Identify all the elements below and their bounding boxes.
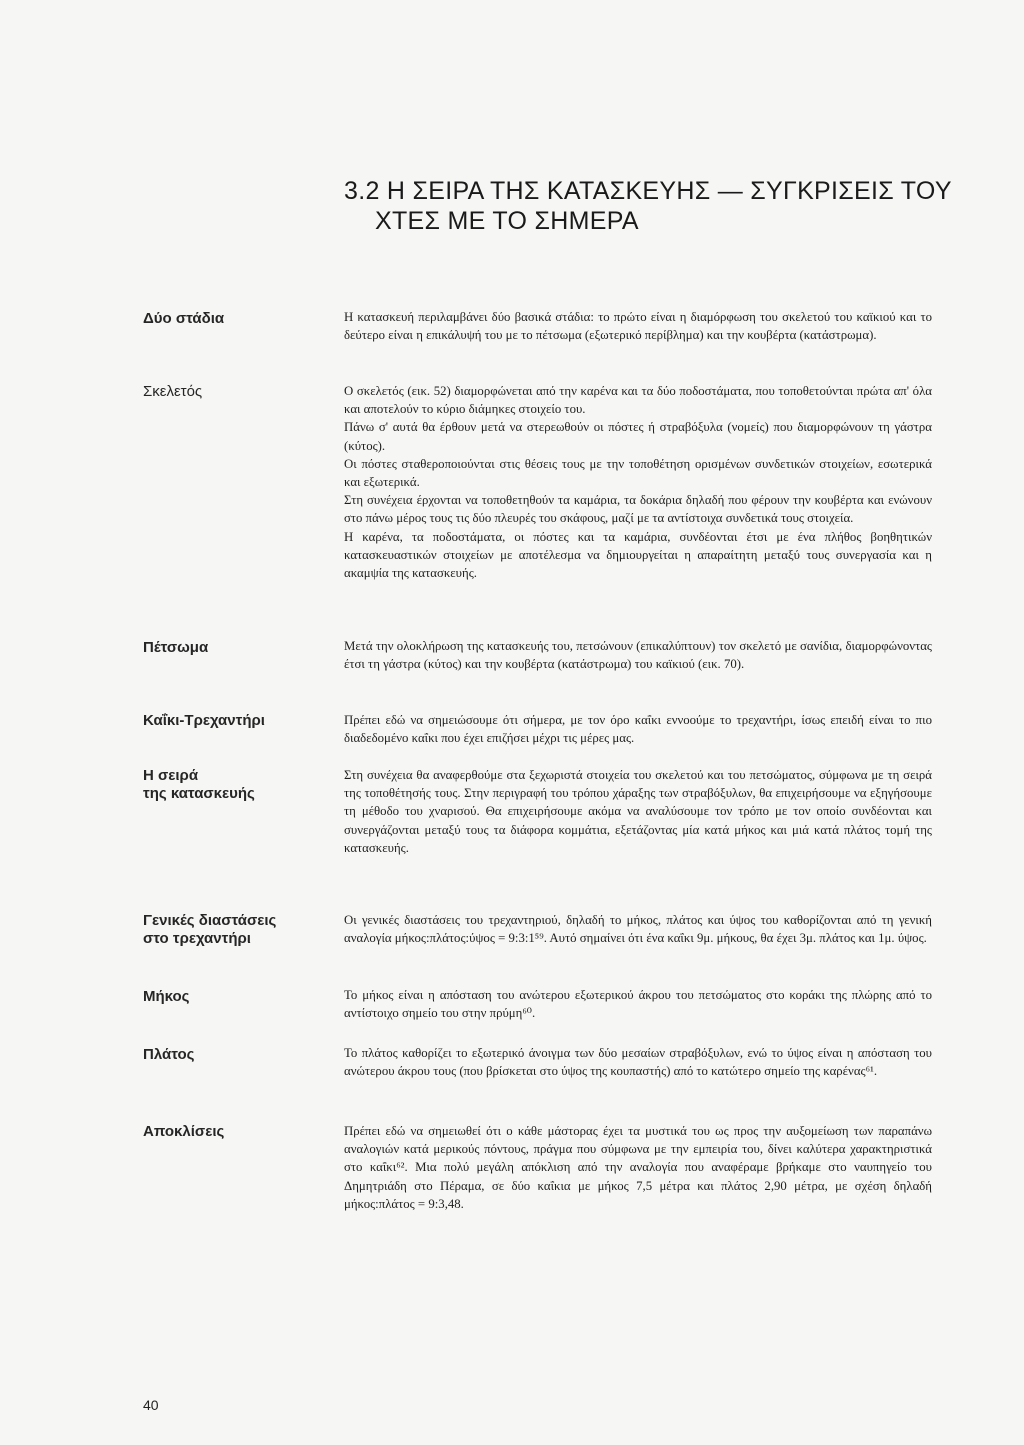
section-body-mikos (344, 986, 932, 1022)
paragraph: Οι γενικές διαστάσεις του τρεχαντηριού, δηλαδή το μήκος, πλάτος και ύψος του καθορίζονται από τη γενική αναλογία μήκος:πλάτος:ύψος = 9:3:1⁵⁹. Αυτό σημαίνει ότι ένα καΐκι 9μ. μήκους, θα έχει 3μ. πλάτος και 1μ. ύψος. (344, 913, 932, 946)
section-title (344, 176, 984, 236)
paragraph: Πρέπει εδώ να σημειωθεί ότι ο κάθε μάστορας έχει τα μυστικά του ως προς την αυξομείωση των παραπάνω αναλογιών κατά μερικούς πόντους, πράγμα που σύμφωνα με την εμπειρία του, δίνει καλύτερα χαρακτηριστικά στο καΐκι⁶². Μια πολύ μεγάλη απόκλιση από την αναλογία που αναφέραμε βρήκαμε στο ναυπηγείο του Δημητριάδη στο Πέραμα, σε δύο καΐκια με μήκος 7,5 μέτρα και πλάτος 2,90 μέτρα, με σχέση δηλαδή μήκος:πλάτος = 9:3,48. (344, 1124, 932, 1211)
paragraph: Οι πόστες σταθεροποιούνται στις θέσεις τους με την τοποθέτηση ορισμένων συνδετικών στοιχείων, εσωτερικά και εξωτερικά. (344, 456, 932, 490)
section-body-platos (344, 1044, 932, 1080)
section-title-line-2: ΧΤΕΣ ΜΕ ΤΟ ΣΗΜΕΡΑ (375, 207, 639, 235)
paragraph: Η καρένα, τα ποδοστάματα, οι πόστες και τα καμάρια, συνδέονται έτσι με ένα πλήθος βοηθητικών κατασκευαστικών στοιχείων με αποτέλεσμα να δημιουργείται η απαραίτητη μεταξύ τους συνεργασία και η ακαμψία της κατασκευής. (344, 529, 932, 581)
section-body-genikes-diastaseis (344, 911, 932, 947)
margin-heading-mikos: Μήκος (143, 988, 190, 1005)
margin-heading-petsoma: Πέτσωμα (143, 639, 209, 656)
paragraph: Μετά την ολοκλήρωση της κατασκευής του, πετσώνουν (επικαλύπτουν) τον σκελετό με σανίδια, διαμορφώνοντας έτσι τη γάστρα (κύτος) και την κουβέρτα (κατάστρωμα) του καϊκιού (εικ. 70). (344, 639, 932, 672)
page-number: 40 (143, 1397, 159, 1413)
section-body-duo-stadia (344, 308, 932, 344)
section-body-seira-kataskevis (344, 766, 932, 857)
paragraph: Το μήκος είναι η απόσταση του ανώτερου εξωτερικού άκρου του πετσώματος στο κοράκι της πλώρης από το αντίστοιχο σημείο του στην πρύμη⁶⁰. (344, 988, 932, 1021)
section-title-line-1: 3.2 Η ΣΕΙΡΑ ΤΗΣ ΚΑΤΑΣΚΕΥΗΣ — ΣΥΓΚΡΙΣΕΙΣ ΤΟΥ (344, 177, 952, 205)
paragraph: Στη συνέχεια έρχονται να τοποθετηθούν τα καμάρια, τα δοκάρια δηλαδή που φέρουν την κουβέρτα και ενώνουν στο πάνω μέρος τους τις δύο πλευρές του σκάφους, μαζί με τα αντίστοιχα συνδετικά τους στοιχεία. (344, 493, 932, 526)
margin-heading-kaiki-trechantiri: Καΐκι-Τρεχαντήρι (143, 712, 265, 729)
margin-heading-apokliseis: Αποκλίσεις (143, 1123, 225, 1140)
paragraph: Πρέπει εδώ να σημειώσουμε ότι σήμερα, με τον όρο καΐκι εννοούμε το τρεχαντήρι, ίσως επειδή είναι το πιο διαδεδομένο καΐκι που έχει επιζήσει μέχρι τις μέρες μας. (344, 713, 932, 746)
margin-heading-skeletos: Σκελετός (143, 383, 203, 400)
paragraph: Η κατασκευή περιλαμβάνει δύο βασικά στάδια: το πρώτο είναι η διαμόρφωση του σκελετού του καϊκιού και το δεύτερο είναι η επικάλυψή του με το πέτσωμα (εξωτερικό περίβλημα) και την κουβέρτα (κατάστρωμα). (344, 310, 932, 343)
section-body-kaiki-trechantiri (344, 711, 932, 747)
section-body-petsoma (344, 637, 932, 673)
paragraph: Το πλάτος καθορίζει το εξωτερικό άνοιγμα των δύο μεσαίων στραβόξυλων, ενώ το ύψος είναι η απόσταση του ανώτερου άκρου τους (που βρίσκεται στο ύψος της κουπαστής) από το κατώτερο σημείο της καρένας⁶¹. (344, 1046, 932, 1079)
section-body-skeletos (344, 382, 932, 582)
paragraph: Ο σκελετός (εικ. 52) διαμορφώνεται από την καρένα και τα δύο ποδοστάματα, που τοποθετούνται πρώτα απ' όλα και αποτελούν το κύριο διάμηκες στοιχείο του. (344, 384, 932, 417)
section-body-apokliseis (344, 1122, 932, 1213)
margin-heading-genikes-diastaseis: Γενικές διαστάσεις στο τρεχαντήρι (143, 912, 277, 947)
margin-heading-platos: Πλάτος (143, 1046, 195, 1063)
paragraph: Στη συνέχεια θα αναφερθούμε στα ξεχωριστά στοιχεία του σκελετού και του πετσώματος, σύμφωνα με τη σειρά της τοποθέτησής τους. Στην περιγραφή του τρόπου χάραξης των στραβόξυλων, θα επιχειρήσουμε να εξηγήσουμε τη μέθοδο του χναρισού. Θα επιχειρήσουμε ακόμα να αναλύσουμε τον τρόπο με τον οποίο συνδέονται και συνεργάζονται μεταξύ τους τα διάφορα κομμάτια, εξετάζοντας μία κατά μήκος και μιά κατά πλάτος τομή της κατασκευής. (344, 768, 932, 855)
margin-heading-duo-stadia: Δύο στάδια (143, 310, 225, 327)
margin-heading-seira-kataskevis: Η σειρά της κατασκευής (143, 767, 255, 802)
paragraph: Πάνω σ' αυτά θα έρθουν μετά να στερεωθούν οι πόστες ή στραβόξυλα (νομείς) που διαμορφώνουν τη γάστρα (κύτος). (344, 420, 932, 453)
